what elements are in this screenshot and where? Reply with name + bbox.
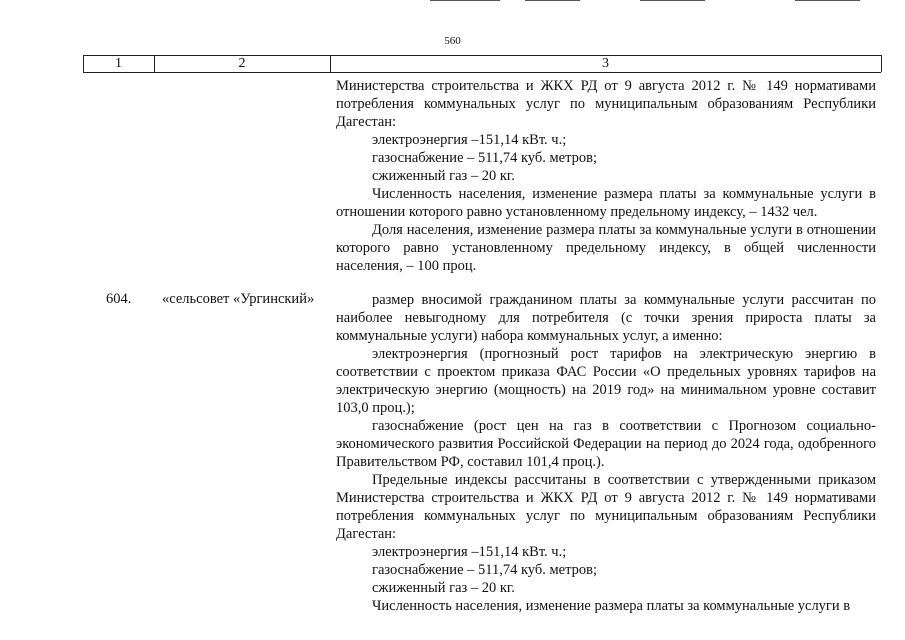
column-header-3: 3 xyxy=(602,56,609,71)
paragraph: Министерства строительства и ЖКХ РД от 9 августа 2012 г. № 149 нормативами потребления коммунальных услуг по муниципальным образованиям Республики Дагестан: xyxy=(336,78,876,130)
paragraph: Доля населения, изменение размера платы за коммунальные услуги в отношении которого равно установленному предельному индексу, в общей численности населения, – 100 проц. xyxy=(336,222,876,274)
column-header-2: 2 xyxy=(238,56,246,71)
paragraph: Предельные индексы рассчитаны в соответствии с утвержденными приказом Министерства строительства и ЖКХ РД от 9 августа 2012 г. № 149 нормативами потребления коммунальных услуг по муниципальным образованиям Республики Дагестан: xyxy=(336,472,876,542)
paragraph: размер вносимой гражданином платы за коммунальные услуги рассчитан по наиболее невыгодному для потребителя (с точки зрения прироста платы за коммунальные услуги) набора коммунальных услуг, а именно: xyxy=(336,292,876,344)
paragraph: сжиженный газ – 20 кг. xyxy=(372,168,515,184)
top-edge-mark xyxy=(640,0,705,1)
column-header-1: 1 xyxy=(115,56,122,71)
top-edge-mark xyxy=(430,0,500,1)
paragraph: газоснабжение – 511,74 куб. метров; xyxy=(372,150,597,166)
row-604-text xyxy=(336,291,876,615)
top-edge-mark xyxy=(525,0,580,1)
paragraph: Численность населения, изменение размера платы за коммунальные услуги в xyxy=(372,598,851,614)
paragraph: газоснабжение – 511,74 куб. метров; xyxy=(372,562,597,578)
row-number: 604. xyxy=(106,291,132,307)
header-bottom-rule xyxy=(83,72,881,73)
paragraph: электроэнергия –151,14 кВт. ч.; xyxy=(372,132,567,148)
page-number: 560 xyxy=(444,35,461,47)
paragraph: электроэнергия (прогнозный рост тарифов на электрическую энергию в соответствии с проектом приказа ФАС России «О предельных уровнях тарифов на электрическую энергию (мощность) на 2019 год» на минимальном уровне составит 103,0 проц.); xyxy=(336,346,876,416)
top-edge-mark xyxy=(795,0,860,1)
row-municipality-name: «сельсовет «Ургинский» xyxy=(162,291,315,307)
column-divider xyxy=(881,55,882,72)
paragraph: сжиженный газ – 20 кг. xyxy=(372,580,515,596)
paragraph: газоснабжение (рост цен на газ в соответствии с Прогнозом социально-экономического развития Российской Федерации на период до 2024 года, одобренного Правительством РФ, составил 101,4 проц.). xyxy=(336,418,876,470)
paragraph: Численность населения, изменение размера платы за коммунальные услуги в отношении которого равно установленному предельному индексу, – 1432 чел. xyxy=(336,186,876,220)
continued-row-text xyxy=(336,77,876,275)
paragraph: электроэнергия –151,14 кВт. ч.; xyxy=(372,544,567,560)
